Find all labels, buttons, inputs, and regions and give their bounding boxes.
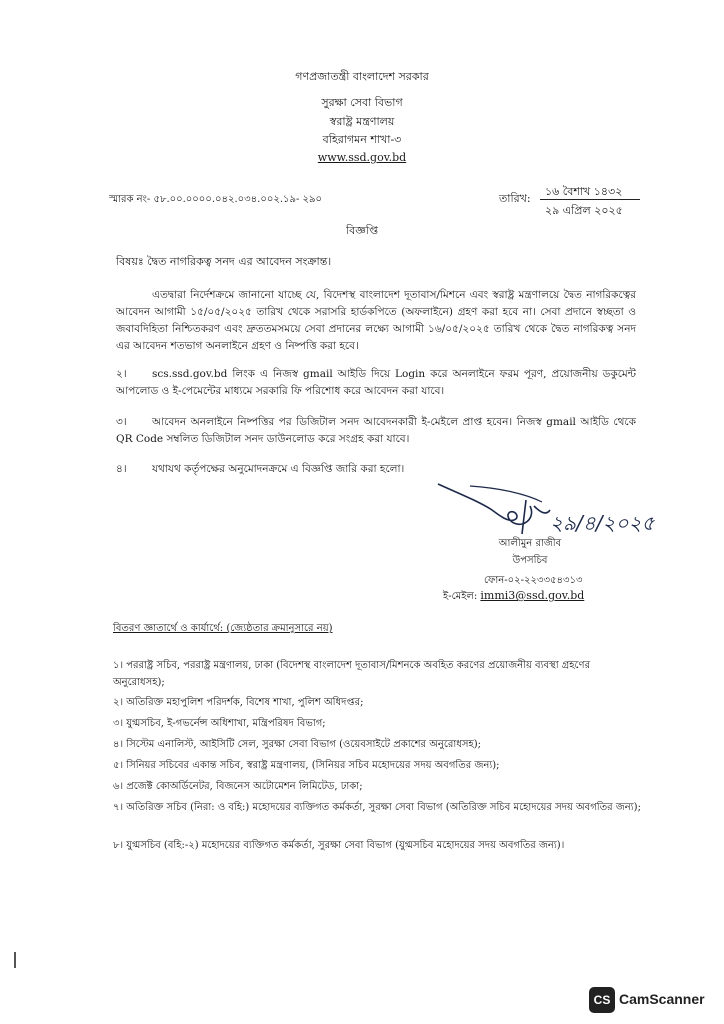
email-link[interactable]: immi3@ssd.gov.bd (480, 589, 585, 602)
distribution-item: ৭। অতিরিক্ত সচিব (নিরা: ও বহি:) মহোদয়ের ব্যক্তিগত কর্মকর্তা, সুরক্ষা সেবা বিভাগ (অতিরিক্ত সচিব মহোদয়ের সদয় অবগতির জন্য); (113, 802, 641, 813)
date-divider (540, 199, 640, 200)
signatory-email-row (443, 589, 584, 606)
signature-image (430, 476, 660, 542)
scan-edge-mark (14, 952, 16, 968)
paragraph-1: এতদ্বারা নির্দেশক্রমে জানানো যাচ্ছে যে, বিদেশস্থ বাংলাদেশ দূতাবাস/মিশনে এবং স্বরাষ্ট্র মন্ত্রণালয়ে দ্বৈত নাগরিকত্বের আবেদন আগামী ১৫/০৫/২০২৫ তারিখ থেকে সরাসরি হার্ডকপিতে (অফলাইনে) গ্রহণ করা হবে না। সেবা প্রদানে স্বচ্ছতা ও জবাবদিহিতা নিশ্চিতকরণ এবং দ্রুততমসময়ে সেবা প্রদানের লক্ষ্যে আগামী ১৬/০৫/২০২৫ তারিখ থেকে দ্বৈত নাগরিকত্ব সনদ এর আবেদন শতভাগ অনলাইনে গ্রহণ ও নিষ্পত্তি করা হবে। (116, 289, 636, 352)
branch-name: বহিরাগমন শাখা-৩ (322, 133, 402, 146)
website-link[interactable]: www.ssd.gov.bd (317, 151, 407, 164)
paragraph-2 (116, 366, 636, 400)
paragraph-3-text: আবেদন অনলাইনে নিষ্পত্তির পর ডিজিটাল সনদ আবেদনকারী ই-মেইলে প্রাপ্ত হবেন। নিজস্ব gmail আইডি থেকে QR Code সম্বলিত ডিজিটাল সনদ ডাউনলোড করে সংগ্রহ করা যাবে। (116, 416, 636, 445)
memo-reference: স্মারক নং- ৫৮.০০.০০০০.০৪২.০৩৪.০০২.১৯- ২৯০ (109, 194, 323, 205)
distribution-item: ৪। সিস্টেম এনালিস্ট, আইসিটি সেল, সুরক্ষা সেবা বিভাগ (ওয়েবসাইটে প্রকাশের অনুরোধসহ); (113, 739, 482, 750)
email-label: ই-মেইল: (443, 591, 478, 602)
paragraph-2-text: scs.ssd.gov.bd লিংক এ নিজস্ব gmail আইডি দিয়ে Login করে অনলাইনে ফরম পূরণ, প্রয়োজনীয় ডকুমেন্ট আপলোড ও ই-পেমেন্টের মাধ্যমে সরকারি ফি পরিশোধ করে আবেদন করা যাবে। (116, 368, 636, 397)
signatory-designation: উপসচিব (512, 555, 548, 566)
camscanner-logo-icon: CS (589, 987, 615, 1013)
date-gregorian: ২৯ এপ্রিল ২০২৫ (545, 204, 623, 217)
signatory-phone: ফোন-০২-২২৩৩৫৪৩১৩ (484, 575, 583, 586)
date-bangla: ১৬ বৈশাখ ১৪৩২ (545, 185, 623, 198)
camscanner-brand: CamScanner (619, 991, 705, 1007)
distribution-item: ১। পররাষ্ট্র সচিব, পররাষ্ট্র মন্ত্রণালয়, ঢাকা (বিদেশস্থ বাংলাদেশ দূতাবাস/মিশনকে অবহিত করণের প্রয়োজনীয় ব্যবস্থা গ্রহণের অনুরোধসহ); (113, 660, 591, 688)
signatory-name: আলীমুন রাজীব (498, 538, 562, 549)
distribution-item: ৩। যুগ্মসচিব, ই-গভর্নেন্স অধিশাখা, মন্ত্রিপরিষদ বিভাগ; (113, 718, 326, 729)
paragraph-2-number: ২। (116, 368, 127, 380)
distribution-item: ৬। প্রজেক্ট কোঅর্ডিনেটর, বিজনেস অটোমেশন লিমিটেড, ঢাকা; (113, 781, 363, 792)
paragraph-3 (116, 414, 636, 448)
paragraph-4-number: ৪। (116, 463, 127, 475)
paragraph-3-number: ৩। (116, 416, 127, 428)
distribution-item: ২। অতিরিক্ত মহাপুলিশ পরিদর্শক, বিশেষ শাখা, পুলিশ অধিদপ্তর; (113, 697, 364, 708)
distribution-item: ৫। সিনিয়র সচিবের একান্ত সচিব, স্বরাষ্ট্র মন্ত্রণালয়, (সিনিয়র সচিব মহোদয়ের সদয় অবগতির জন্য); (113, 760, 500, 771)
date-label: তারিখ: (499, 192, 531, 205)
signature-date: ২৯/৪/২০২৫ (550, 511, 655, 535)
gov-header-line1: গণপ্রজাতন্ত্রী বাংলাদেশ সরকার (295, 70, 429, 83)
ministry-name: স্বরাষ্ট্র মন্ত্রণালয় (329, 115, 395, 128)
distribution-heading: বিতরণ জ্ঞাতার্থে ও কার্যার্থে: (জ্যেষ্ঠতার ক্রমানুসারে নয়) (113, 623, 333, 634)
subject-line: বিষয়ঃ দ্বৈত নাগরিকত্ব সনদ এর আবেদন সংক্রান্ত। (116, 255, 332, 268)
distribution-item: ৮। যুগ্মসচিব (বহি:-২) মহোদয়ের ব্যক্তিগত কর্মকর্তা, সুরক্ষা সেবা বিভাগ (যুগ্মসচিব মহোদয়ের সদয় অবগতির জন্য)। (113, 840, 565, 851)
paragraph-4-text: যথাযথ কর্তৃপক্ষের অনুমোদনক্রমে এ বিজ্ঞপ্তি জারি করা হলো। (152, 463, 405, 475)
division-name: সুরক্ষা সেবা বিভাগ (321, 96, 403, 109)
notice-title: বিজ্ঞপ্তি (346, 224, 378, 237)
